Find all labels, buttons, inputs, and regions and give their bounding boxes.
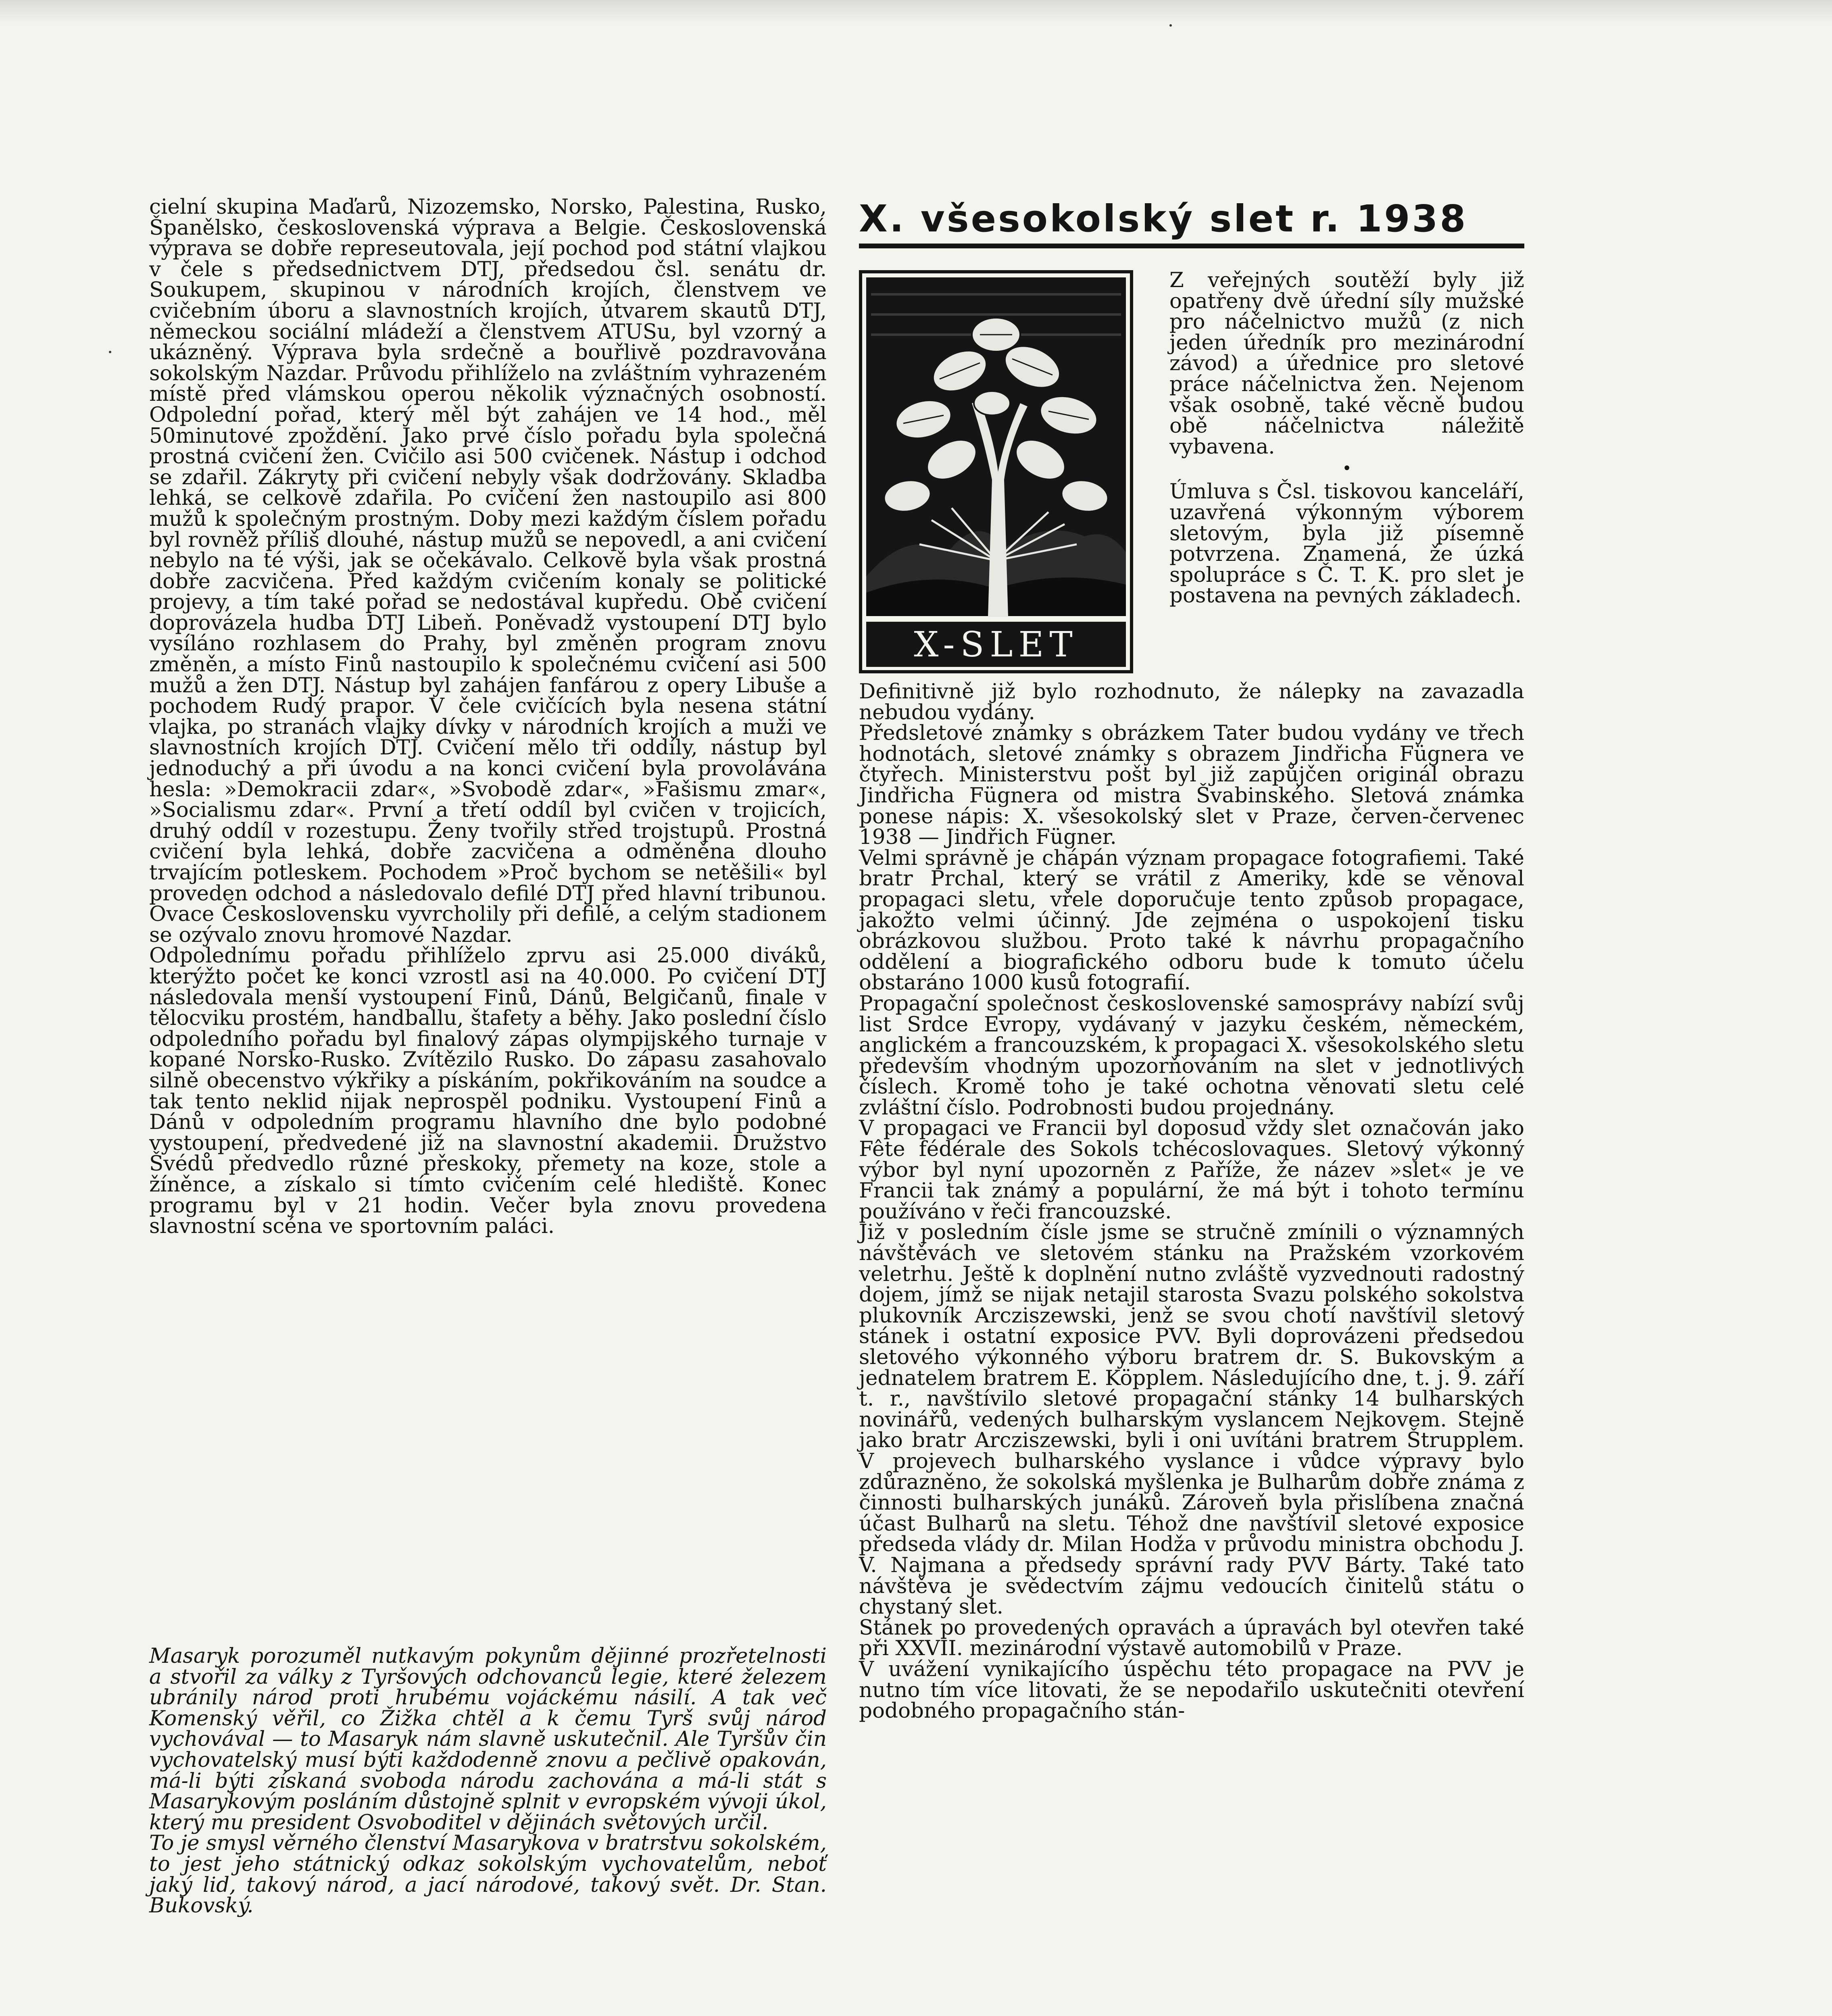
right-paragraph-4: Propagační společnost československé samosprávy nabízí svůj list Srdce Evropy, vydávaný v jazyku českém, německém, anglickém a francouzském, k propagaci X. všesokolského sletu především vhodným upozorňováním na slet v jednotlivých číslech. Kromě toho je také ochotna věnovati sletu celé zvláštní číslo. Podrobnosti budou projednány.	[859, 991, 1524, 1120]
side-paragraph-1: Z veřejných soutěží byly již opatřeny dvě úřední síly mužské pro náčelnictvo mužů (z nich jeden úředník pro mezinárodní závod) a úřednice pro sletové práce náčelnictva žen. Nejenom však osobně, také věcně budou obě náčelnictva náležitě vybavena.	[1169, 268, 1524, 459]
right-paragraph-7: Stánek po provedených opravách a úpravách byl otevřen také při XXVII. mezinárodní výstavě automobilů v Praze.	[859, 1615, 1524, 1661]
scan-edge	[0, 0, 1832, 24]
right-paragraph-2: Předsletové známky s obrázkem Tater budou vydány ve třech hodnotách, sletové známky s obrazem Jindřicha Fügnera ve čtyřech. Ministerstvu pošt byl již zapůjčen originál obrazu Jindřicha Fügnera od mistra Švabinského. Sletová známka ponese nápis: X. všesokolský slet v Praze, červen-červenec 1938 — Jindřich Fügner.	[859, 721, 1524, 850]
right-paragraph-5: V propagaci ve Francii byl doposud vždy slet označován jako Fête fédérale des Sokols tchécoslovaques. Sletový výkonný výbor byl nyní upozorněn z Paříže, že název »slet« je ve Francii tak známý a populární, že má být i tohoto termínu používáno v řeči francouzské.	[859, 1116, 1524, 1224]
x-slet-woodcut	[859, 270, 1133, 673]
right-paragraph-8: V uvážení vynikajícího úspěchu této propagace na PVV je nutno tím více litovati, že se nepodařilo uskutečniti otevření podobného propagačního stán-	[859, 1657, 1524, 1723]
quote-signature: Dr. Stan. Bukovský.	[149, 1872, 827, 1918]
scan-speck	[1169, 24, 1172, 27]
woodcut-image	[859, 270, 1133, 673]
side-paragraph-2: Úmluva s Čsl. tiskovou kanceláří, uzavřená výkonným výborem sletovým, byla již písemně potvrzena. Znamená, že úzká spolupráce s Č. T. K. pro slet je postavena na pevných základech.	[1169, 479, 1524, 608]
right-main-text	[859, 681, 1524, 1722]
quote-paragraph-2	[149, 1833, 827, 1916]
left-paragraph-1: cielní skupina Maďarů, Nizozemsko, Norsko, Palestina, Rusko, Španělsko, československá výprava a Belgie. Československá výprava se dobře represeutovala, její pochod pod státní vlajkou v čele s předsednictvem DTJ, předsedou čsl. senátu dr. Soukupem, skupinou v národních krojích, členstvem ve cvičebním úboru a slavnostních krojích, útvarem skautů DTJ, německou sociální mládeží a členstvem ATUSu, byl vzorný a ukázněný. Výprava byla srdečně a bouřlivě pozdravována sokolským Nazdar. Průvodu přihlíželo na zvláštním vyhrazeném místě před vlámskou operou několik význačných osobností. Odpolední pořad, který měl být zahájen ve 14 hod., měl 50minutové zpoždění. Jako prvé číslo pořadu byla společná prostná cvičení žen. Cvičilo asi 500 cvičenek. Nástup i odchod se zdařil. Zákryty při cvičení nebyly však dodržovány. Skladba lehká, se celkově zdařila. Po cvičení žen nastoupilo asi 800 mužů k společným prostným. Doby mezi každým číslem pořadu byl rovněž příliš dlouhé, nástup mužů se nepovedl, a ani cvičení nebylo na té výši, jak se očekávalo. Celkově byla však prostná dobře zacvičena. Před každým cvičením konaly se politické projevy, a tím také pořad se nedostával kupředu. Obě cvičení doprovázela hudba DTJ Libeň. Poněvadž vystoupení DTJ bylo vysíláno rozhlasem do Prahy, byl změněn program znovu změněn, a místo Finů nastoupilo k společnému cvičení asi 500 mužů a žen DTJ. Nástup byl zahájen fanfárou z opery Libuše a pochodem Rudý prapor. V čele cvičících byla nesena státní vlajka, po stranách vlajky dívky v národních krojích a muži ve slavnostních krojích DTJ. Cvičení mělo tři oddíly, nástup byl jednoduchý a při úvodu a na konci cvičení byla provolávána hesla: »Demokracii zdar«, »Svobodě zdar«, »Fašismu zmar«, »Socialismu zdar«. První a třetí oddíl byl cvičen v trojicích, druhý oddíl v rozestupu. Ženy tvořily střed trojstupů. Prostná cvičení byla lehká, dobře zacvičena a odměněna dlouho trvajícím potleskem. Pochodem »Proč bychom se netěšili« byl proveden odchod a následovalo defilé DTJ před hlavní tribunou. Ovace Československu vyvrcholily při defilé, a celým stadionem se ozývalo znovu hromové Nazdar.	[149, 195, 827, 947]
right-paragraph-3: Velmi správně je chápán význam propagace fotografiemi. Také bratr Prchal, který se vrátil z Ameriky, kde se věnoval propagaci sletu, vřele doporučuje tento způsob propagace, jakožto velmi účinný. Jde zejména o uspokojení tisku obrázkovou službou. Proto také k návrhu propagačního oddělení a biografického odboru bude k tomuto účelu obstaráno 1000 kusů fotografií.	[859, 846, 1524, 995]
masaryk-quote	[149, 1646, 827, 1916]
section-heading: X. všesokolský slet r. 1938	[859, 197, 1468, 240]
left-paragraph-2: Odpolednímu pořadu přihlíželo zprvu asi 25.000 diváků, kterýžto počet ke konci vzrostl asi na 40.000. Po cvičení DTJ následovala menší vystoupení Finů, Dánů, Belgičanů, finale v tělocviku prostém, handballu, štafety a běhy. Jako poslední číslo odpoledního pořadu byl finalový zápas olympijského turnaje v kopané Norsko-Rusko. Zvítězilo Rusko. Do zápasu zasahovalo silně obecenstvo výkřiky a pískáním, pokřikováním na soudce a tak tento neklid nijak neprospěl podniku. Vystoupení Finů a Dánů v odpoledním programu hlavního dne bylo podobné vystoupení, předvedené již na slavnostní akademii. Družstvo Švédů předvedlo různé přeskoky, přemety na koze, stole a žíněnce, a získalo si tímto cvičením celé hlediště. Konec programu byl v 21 hodin. Večer byla znovu provedena slavnostní scéna ve sportovním paláci.	[149, 943, 827, 1239]
side-text	[1169, 270, 1524, 606]
quote-paragraph-1: Masaryk porozuměl nutkavým pokynům dějinné prozřetelnosti a stvořil za války z Tyršových odchovanců legie, které železem ubránily národ proti hrubému vojáckému násilí. A tak več Komenský věřil, co Žižka chtěl a k čemu Tyrš svůj národ vychovával — to Masaryk nám slavně uskutečnil. Ale Tyršův čin vychovatelský musí býti každodenně znovu a pečlivě opakován, má-li býti získaná svoboda národu zachována a má-li stát s Masarykovým posláním důstojně splnit v evropském vývoji úkol, který mu president Osvoboditel v dějinách světových určil.	[149, 1644, 827, 1835]
right-paragraph-6: Již v posledním čísle jsme se stručně zmínili o významných návštěvách ve sletovém stánku na Pražském vzorkovém veletrhu. Ještě k doplnění nutno zvláště vyzvednouti radostný dojem, jímž se nijak netajil starosta Svazu polského sokolstva plukovník Arcziszewski, jenž se svou chotí navštívil sletový stánek i ostatní exposice PVV. Byli doprovázeni předsedou sletového výkonného výboru bratrem dr. S. Bukovským a jednatelem bratrem E. Köpplem. Následujícího dne, t. j. 9. září t. r., navštívilo sletové propagační stánky 14 bulharských novinářů, vedených bulharským vyslancem Nejkovem. Stejně jako bratr Arcziszewski, byli i oni uvítáni bratrem Štrupplem. V projevech bulharského vyslance i vůdce výpravy bylo zdůrazněno, že sokolská myšlenka je Bulharům dobře známa z činnosti bulharských junáků. Zároveň byla přislíbena značná účast Bulharů na sletu. Téhož dne navštívil sletové exposice předseda vlády dr. Milan Hodža v průvodu ministra obchodu J. V. Najmana a předsedy správní rady PVV Bárty. Také tato návštěva je svědectvím zájmu vedoucích činitelů státu o chystaný slet.	[859, 1220, 1524, 1619]
scan-speck	[109, 351, 111, 353]
figure-row	[859, 270, 1524, 681]
quote-paragraph-2-text: To je smysl věrného členství Masarykova v bratrstvu sokolském, to jest jeho státnický odkaz sokolským vychovatelům, neboť jaký lid, takový národ, a jací národové, takový svět.	[149, 1831, 827, 1897]
right-column	[859, 197, 1524, 1722]
heading-rule	[859, 244, 1524, 248]
right-paragraph-1: Definitivně již bylo rozhodnuto, že nálepky na zavazadla nebudou vydány.	[859, 679, 1524, 725]
left-column	[149, 197, 827, 1237]
woodcut-banner-text: X-SLET	[914, 625, 1078, 665]
divider-dot: •	[1342, 459, 1352, 478]
